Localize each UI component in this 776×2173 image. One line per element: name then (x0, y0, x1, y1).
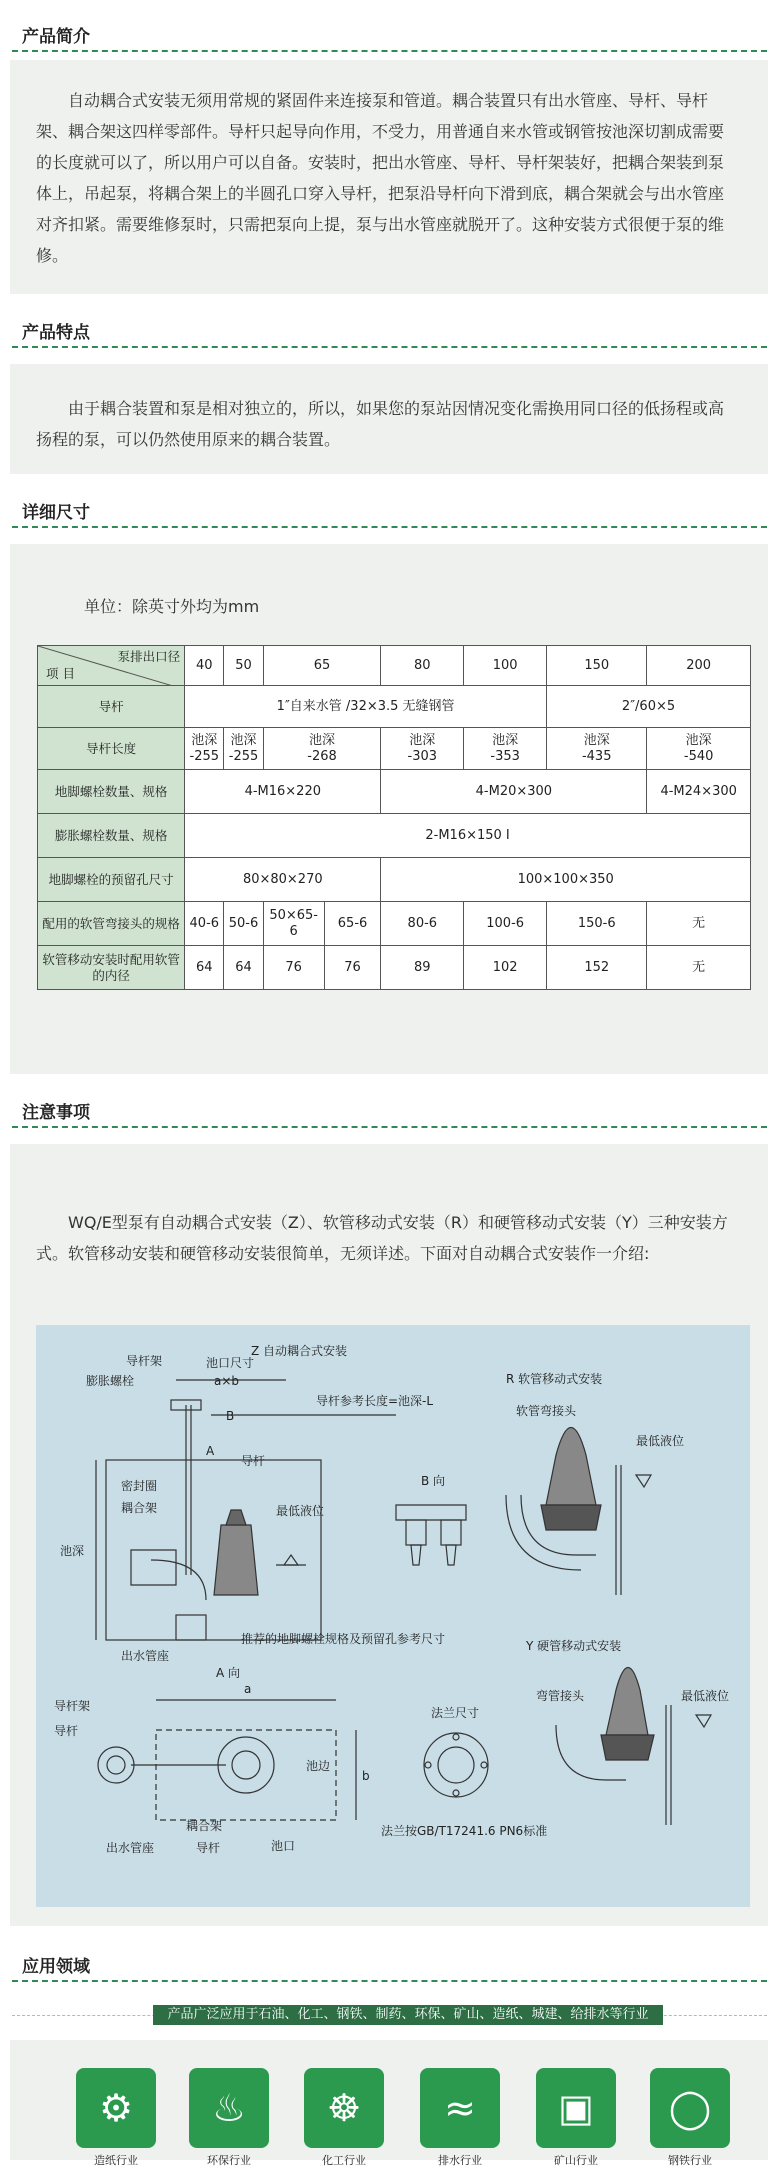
hose-joint-2: 50×65-6 (263, 902, 324, 946)
intro-divider (12, 50, 767, 52)
table-row (38, 728, 751, 770)
flame-icon: ♨ (189, 2068, 269, 2148)
notice-text: WQ/E型泵有自动耦合式安装（Z）、软管移动式安装（R）和硬管移动式安装（Y）三种安装方式。软管移动安装和硬管移动安装很简单，无须详述。下面对自动耦合式安装作一介绍: (36, 1213, 728, 1263)
dia-100: 100 (464, 646, 547, 686)
label-dim-b: b (362, 1769, 370, 1783)
app-divider (12, 1980, 767, 1982)
guide-len-80: 池深 -303 (381, 728, 464, 770)
hose-inner-1: 64 (224, 946, 263, 990)
app-label: 钢铁行业 (668, 2154, 712, 2167)
label-guide-ref: 导杆参考长度=池深-L (316, 1394, 434, 1408)
label-min-level: 最低液位 (276, 1504, 325, 1518)
feature-text: 由于耦合装置和泵是相对独立的，所以，如果您的泵站因情况变化需换用同口径的低扬程或高扬程的泵，可以仍然使用原来的耦合装置。 (36, 399, 725, 449)
hose-inner-4: 89 (381, 946, 464, 990)
feature-title: 产品特点 (22, 323, 90, 343)
app-item-chemical (296, 2068, 392, 2168)
app-item-steel (642, 2068, 738, 2168)
label-b-mark: B (226, 1409, 235, 1423)
row-label-hose-inner: 软管移动安装时配用软管的内径 (38, 946, 185, 990)
a-view: A 向 (216, 1666, 241, 1680)
app-label: 排水行业 (438, 2154, 482, 2167)
notice-divider (12, 1126, 767, 1128)
app-label: 矿山行业 (554, 2154, 598, 2167)
row-label-guide-len: 导杆长度 (38, 728, 185, 770)
app-label: 化工行业 (322, 2154, 366, 2167)
dia-50: 50 (224, 646, 263, 686)
hose-joint-1: 50-6 (224, 902, 263, 946)
expand-value: 2-M16×150 Ⅰ (185, 814, 751, 858)
label-guide-frame: 导杆架 (126, 1354, 163, 1368)
app-item-paper (68, 2068, 164, 2168)
app-item-environment (181, 2068, 277, 2168)
dia-150: 150 (547, 646, 647, 686)
label-pit-mouth: 池口 (271, 1839, 296, 1853)
hose-inner-6: 152 (547, 946, 647, 990)
application-list (10, 2040, 768, 2167)
guide-len-40: 池深 -255 (185, 728, 224, 770)
mine-cart-icon: ▣ (536, 2068, 616, 2148)
anchor-b: 4-M20×300 (381, 770, 647, 814)
guide-rod-b: 2″/60×5 (547, 686, 751, 728)
application-banner: 产品广泛应用于石油、化工、钢铁、制药、环保、矿山、造纸、城建、给排水等行业 (153, 2005, 663, 2025)
app-label: 造纸行业 (94, 2154, 138, 2167)
z-title: Z 自动耦合式安装 (251, 1344, 348, 1358)
installation-drawing (36, 1325, 750, 1907)
guide-len-65: 池深 -268 (263, 728, 381, 770)
row-label-expand: 膨胀螺栓数量、规格 (38, 814, 185, 858)
hose-joint-5: 100-6 (464, 902, 547, 946)
label-pit-depth: 池深 (60, 1544, 85, 1558)
paper-icon: ⚙ (76, 2068, 156, 2148)
guide-rod-a: 1″自来水管 /32×3.5 无缝钢管 (185, 686, 547, 728)
label-guide-rod-a: 导杆 (54, 1724, 79, 1738)
guide-len-50: 池深 -255 (224, 728, 263, 770)
corner-cell (38, 646, 185, 686)
dia-200: 200 (647, 646, 751, 686)
dia-65: 65 (263, 646, 381, 686)
y-title: Y 硬管移动式安装 (526, 1639, 622, 1653)
label-hose-joint: 软管弯接头 (516, 1404, 577, 1418)
guide-len-200: 池深 -540 (647, 728, 751, 770)
flange-title: 法兰尺寸 (431, 1706, 480, 1720)
label-min-level-y: 最低液位 (681, 1689, 730, 1703)
label-coupling-a: 耦合架 (186, 1819, 223, 1833)
b-view: B 向 (421, 1474, 446, 1488)
table-row (38, 858, 751, 902)
hose-joint-3: 65-6 (324, 902, 381, 946)
notice-title: 注意事项 (22, 1103, 90, 1123)
hose-inner-2: 76 (263, 946, 324, 990)
label-dim-a: a (244, 1682, 252, 1696)
hole-a: 80×80×270 (185, 858, 381, 902)
corner-top: 泵排出口径 (117, 649, 181, 664)
anchor-a: 4-M16×220 (185, 770, 381, 814)
spec-table (37, 645, 751, 990)
table-row (38, 770, 751, 814)
hose-inner-7: 无 (647, 946, 751, 990)
label-outlet-seat: 出水管座 (121, 1649, 170, 1663)
unit-note: 单位：除英寸外均为mm (84, 597, 260, 616)
intro-text: 自动耦合式安装无须用常规的紧固件来连接泵和管道。耦合装置只有出水管座、导杆、导杆架、耦合架这四样零部件。导杆只起导向作用，不受力，用普通自来水管或钢管按池深切割成需要的长度就可以了，所以用户可以自备。安装时，把出水管座、导杆、导杆架装好，把耦合架装到泵体上，吊起泵，将耦合架上的半圆孔口穿入导杆，把泵沿导杆向下滑到底，耦合架就会与出水管座对齐扣紧。需要维修泵时，只需把泵向上提，泵与出水管座就脱开了。这种安装方式很便于泵的维修。 (36, 91, 725, 265)
size-divider (12, 526, 767, 528)
dia-40: 40 (185, 646, 224, 686)
label-min-level-r: 最低液位 (636, 1434, 685, 1448)
flange-standard: 法兰按GB/T17241.6 PN6标准 (381, 1824, 548, 1838)
label-a-mark: A (206, 1444, 215, 1458)
label-seal: 密封圈 (121, 1479, 158, 1493)
label-pit-size: 池口尺寸 (206, 1356, 255, 1370)
gear-icon: ☸ (304, 2068, 384, 2148)
table-row (38, 686, 751, 728)
installation-diagram (36, 1325, 750, 1907)
row-label-guide-rod: 导杆 (38, 686, 185, 728)
app-item-mining (528, 2068, 624, 2168)
corner-bottom: 项 目 (46, 666, 75, 681)
label-elbow-joint: 弯管接头 (536, 1689, 585, 1703)
intro-title: 产品简介 (22, 27, 90, 47)
label-pit-edge: 池边 (306, 1759, 331, 1773)
hole-b: 100×100×350 (381, 858, 751, 902)
label-anchor-note: 推荐的地脚螺栓规格及预留孔参考尺寸 (241, 1632, 446, 1646)
hose-inner-5: 102 (464, 946, 547, 990)
size-title: 详细尺寸 (22, 503, 90, 523)
label-expand-bolt: 膨胀螺栓 (86, 1374, 135, 1388)
guide-len-150: 池深 -435 (547, 728, 647, 770)
label-coupling: 耦合架 (121, 1501, 158, 1515)
row-label-hose-joint: 配用的软管弯接头的规格 (38, 902, 185, 946)
label-axb: a×b (214, 1374, 240, 1388)
hose-joint-0: 40-6 (185, 902, 224, 946)
table-row-header (38, 646, 751, 686)
hose-joint-7: 无 (647, 902, 751, 946)
row-label-anchor: 地脚螺栓数量、规格 (38, 770, 185, 814)
r-title: R 软管移动式安装 (506, 1372, 603, 1386)
anchor-c: 4-M24×300 (647, 770, 751, 814)
guide-len-100: 池深 -353 (464, 728, 547, 770)
app-item-drainage (412, 2068, 508, 2168)
label-guide-rod: 导杆 (241, 1454, 266, 1468)
label-guide-rod-a2: 导杆 (196, 1841, 221, 1855)
table-row (38, 902, 751, 946)
hose-joint-6: 150-6 (547, 902, 647, 946)
app-label: 环保行业 (207, 2154, 251, 2167)
table-row (38, 814, 751, 858)
table-row (38, 946, 751, 990)
hose-inner-3: 76 (324, 946, 381, 990)
row-label-hole: 地脚螺栓的预留孔尺寸 (38, 858, 185, 902)
steel-coil-icon: ◯ (650, 2068, 730, 2148)
label-guide-frame-a: 导杆架 (54, 1699, 91, 1713)
label-outlet-seat-a: 出水管座 (106, 1841, 155, 1855)
dia-80: 80 (381, 646, 464, 686)
water-icon: ≈ (420, 2068, 500, 2148)
hose-joint-4: 80-6 (381, 902, 464, 946)
app-title: 应用领域 (22, 1957, 90, 1977)
feature-divider (12, 346, 767, 348)
hose-inner-0: 64 (185, 946, 224, 990)
